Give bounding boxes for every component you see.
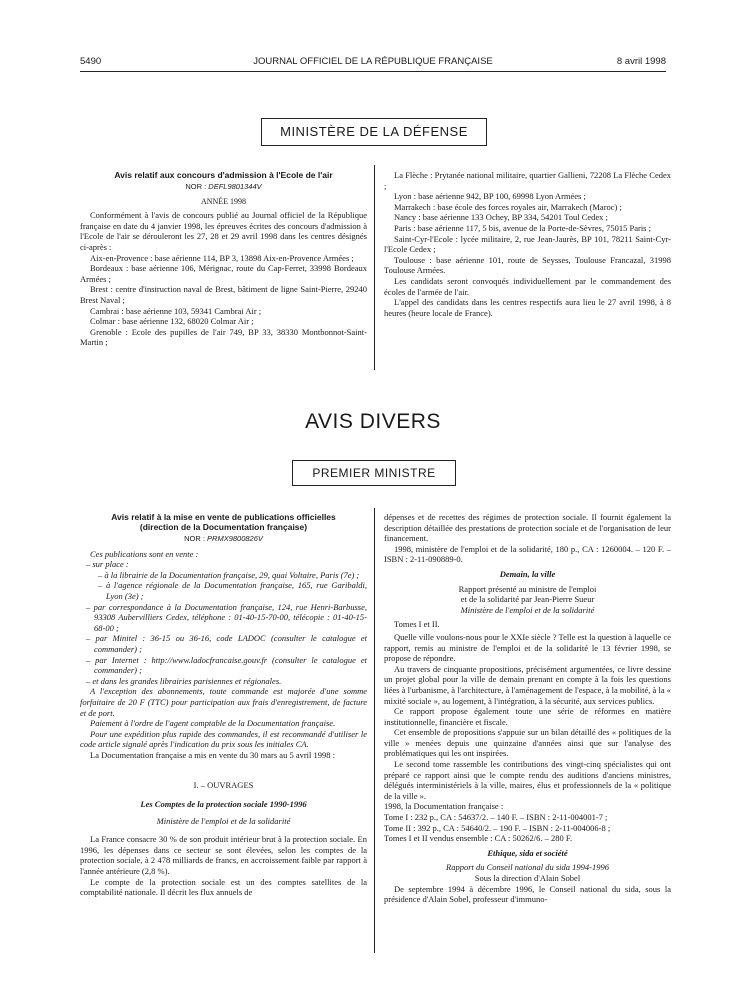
book2-tomes: Tomes I et II. <box>394 619 440 630</box>
avis1-right-column <box>384 170 671 318</box>
book1-para: La France consacre 30 % de son produit intérieur brut à la protection sociale. En 1996, les dépenses dans ce secteur se sont élevées, selon les comptes de la protection sociale, à 2 478 milliards de francs, en accroissement faible par rapport à l'année antérieure (2,8 %). <box>80 834 367 877</box>
centre-item: Bordeaux : base aérienne 106, Mérignac, route du Cap-Ferret, 33998 Bordeaux Armées ; <box>80 263 367 284</box>
sale-item: – par Internet : http://www.ladocfrancaise.gouv.fr (consulter le catalogue et commander) ; <box>86 654 367 676</box>
avis1-closing: L'appel des candidats dans les centres respectifs aura lieu le 27 avril 1998, à 8 heures (heure locale de France). <box>384 297 671 318</box>
avis1-intro: Conformément à l'avis de concours publié au Journal officiel de la République française en date du 4 janvier 1998, les épreuves écrites des concours d'admission à l'Ecole de l'air se dérouleront les 27, 28 et 29 avril 1998 dans les centres désignés ci-après : <box>80 210 367 252</box>
column-divider <box>374 165 375 370</box>
centre-item: Brest : centre d'instruction naval de Brest, bâtiment de ligne Saint-Pierre, 29240 Brest Naval ; <box>80 284 367 305</box>
centre-item: Aix-en-Provence : base aérienne 114, BP 3, 13898 Aix-en-Provence Armées ; <box>90 252 354 263</box>
sale-item: – et dans les grandes librairies parisiennes et régionales. <box>86 675 282 686</box>
column-divider <box>374 508 375 953</box>
centre-item: Cambrai : base aérienne 103, 59341 Cambrai Air ; <box>90 305 262 316</box>
book2-para: Le second tome rassemble les contributions des vingt-cinq spécialistes qui ont préparé ce rapport ainsi que le compte rendu des auditions d'anciens ministres, délégués interministériels à la ville, maires, élus et professionnels de la « politique de la ville ». <box>384 759 671 801</box>
book2-para: Au travers de cinquante propositions, précisément argumentées, ce livre dessine un projet global pour la ville de demain prenant en compte à la fois les questions liées à l'urbanisme, à l'architecture, à l'aménagement de l'espace, à la mobilité, à la « mixité sociale », au logement, à l'intégration, à la sécurité, aux services publics. <box>384 663 671 706</box>
book3-subtitle: Rapport du Conseil national du sida 1994-1996 <box>446 862 609 873</box>
avis1-heading: Avis relatif aux concours d'admission à l'Ecole de l'air <box>114 170 333 180</box>
running-head <box>80 56 666 70</box>
avis2-lead: Ces publications sont en vente : <box>90 548 199 559</box>
book1-author: Ministère de l'emploi et de la solidarité <box>156 815 291 826</box>
centre-item: Lyon : base aérienne 942, BP 100, 69998 Lyon Armées ; <box>394 191 586 202</box>
book3-direction: Sous la direction d'Alain Sobel <box>474 873 581 883</box>
avis2-right-column <box>384 512 671 905</box>
avis-divers-title: AVIS DIVERS <box>305 410 441 433</box>
book2-author: Ministère de l'emploi et de la solidarité <box>460 604 595 615</box>
avis1-nor-code: DEFL9801344V <box>208 182 262 191</box>
centre-item: La Flèche : Prytanée national militaire, quartier Gallieni, 72208 La Flèche Cedex ; <box>384 170 671 191</box>
book2-price: Tome I : 232 p., CA : 54637/2. – 140 F. – ISBN : 2-11-004001-7 ; <box>384 812 608 823</box>
book2-para: Quelle ville voulons-nous pour le XXIe siècle ? Telle est la question à laquelle ce rapport, remis au ministre de l'emploi et de la solidarité le 13 février 1998, se propose de répondre. <box>384 631 671 664</box>
avis2-nor-code: PRMX9800826V <box>207 534 263 543</box>
avis2-vente: La Documentation française a mis en vente du 30 mars au 5 avril 1998 : <box>90 749 336 760</box>
book2-subtitle: Rapport présenté au ministre de l'emploi <box>458 583 597 594</box>
avis2-heading-line2: (direction de la Documentation française) <box>139 522 308 532</box>
book1-pub: 1998, ministère de l'emploi et de la solidarité, 180 p., CA : 1260004. – 120 F. – ISBN : 2-11-090889-0. <box>384 543 671 565</box>
section-title-defense: MINISTÈRE DE LA DÉFENSE <box>261 118 487 146</box>
part-heading: I. – OUVRAGES <box>193 780 254 791</box>
avis2-left-column <box>80 512 367 898</box>
avis2-nor: NOR : PRMX9800826V <box>184 534 263 543</box>
journal-title: JOURNAL OFFICIEL DE LA RÉPUBLIQUE FRANÇAISE <box>253 56 493 67</box>
book1-title: Les Comptes de la protection sociale 1990-1996 <box>140 799 307 810</box>
issue-date: 8 avril 1998 <box>616 56 666 67</box>
sale-item: – par correspondance à la Documentation française, 124, rue Henri-Barbusse, 93308 Aubervilliers Cedex, téléphone : 01-40-15-70-00, télécopie : 01-40-15-68-00 ; <box>86 601 367 633</box>
avis1-closing: Les candidats seront convoqués individuellement par le commandement des écoles de l'armée de l'air. <box>384 275 671 297</box>
centre-item: Nancy : base aérienne 133 Ochey, BP 334, 54201 Toul Cedex ; <box>394 212 608 223</box>
book2-para: Ce rapport propose également toute une série de réformes en matière institutionnelle, financière et fiscale. <box>384 706 671 727</box>
book2-price: Tomes I et II vendus ensemble : CA : 50262/6. – 280 F. <box>384 833 573 844</box>
avis2-note: A l'exception des abonnements, toute commande est majorée d'une somme forfaitaire de 20 F (TTC) pour participation aux frais d'enregistrement, de facture et de port. <box>80 686 367 718</box>
centre-item: Colmar : base aérienne 132, 68020 Colmar Air ; <box>90 316 254 327</box>
sale-item: – à la librairie de la Documentation française, 29, quai Voltaire, Paris (7e) ; <box>98 569 360 580</box>
book2-title: Demain, la ville <box>499 568 556 579</box>
sale-item: – par Minitel : 36-15 ou 36-16, code LADOC (consulter le catalogue et commander) ; <box>86 633 367 654</box>
page-number: 5490 <box>80 56 102 67</box>
avis2-heading-line1: Avis relatif à la mise en vente de publications officielles <box>111 512 336 522</box>
book1-para: dépenses et de recettes des régimes de protection sociale. Il fournit également la description détaillée des prestations de protection sociale et de l'organisation de leur financement. <box>384 512 671 544</box>
avis1-left-column <box>80 170 367 348</box>
section-title-premier-ministre: PREMIER MINISTRE <box>292 460 456 486</box>
centre-item: Paris : base aérienne 117, 5 bis, avenue de la Porte-de-Sèvres, 75015 Paris ; <box>394 222 651 233</box>
avis1-nor: NOR : DEFL9801344V <box>185 182 262 191</box>
centre-item: Grenoble : Ecole des pupilles de l'air 749, BP 33, 38330 Montbonnot-Saint-Martin ; <box>80 326 367 348</box>
book1-para: Le compte de la protection sociale est un des comptes satellites de la comptabilité nationale. Il décrit les flux annuels de <box>80 876 367 898</box>
book3-para: De septembre 1994 à décembre 1996, le Conseil national du sida, sous la présidence d'Alain Sobel, professeur d'immuno- <box>384 883 671 905</box>
sale-item: – sur place : <box>86 559 129 570</box>
header-rule <box>80 71 666 72</box>
avis2-note: Paiement à l'ordre de l'agent comptable de la Documentation française. <box>90 718 336 729</box>
book2-price: Tome II : 392 p., CA : 54640/2. – 190 F. – ISBN : 2-11-004006-8 ; <box>384 822 611 833</box>
centre-item: Marrakech : base école des forces royales air, Marrakech (Maroc) ; <box>394 201 622 212</box>
centre-item: Saint-Cyr-l'Ecole : lycée militaire, 2, rue Jean-Jaurès, BP 101, 78211 Saint-Cyr-l'Ecole Cedex ; <box>384 233 671 255</box>
avis1-year: ANNÉE 1998 <box>200 196 247 206</box>
avis2-note: Pour une expédition plus rapide des commandes, il est recommandé d'utiliser le code article signalé après l'indication du prix sous les initiales CA. <box>80 728 367 750</box>
book2-subtitle: et de la solidarité par Jean-Pierre Sueur <box>460 594 595 605</box>
centre-item: Toulouse : base aérienne 101, route de Seysses, Toulouse Francazal, 31998 Toulouse Armées. <box>384 254 671 276</box>
book2-para: Cet ensemble de propositions s'appuie sur un bilan détaillé des « politiques de la ville » menées depuis une quinzaine d'années ainsi que sur l'analyse des problématiques qui les ont inspirées. <box>384 727 671 759</box>
book3-title: Ethique, sida et société <box>487 847 568 858</box>
book2-pub: 1998, la Documentation française : <box>384 801 504 812</box>
sale-item: – à l'agence régionale de la Documentation française, 165, rue Garibaldi, Lyon (3e) ; <box>98 580 367 601</box>
